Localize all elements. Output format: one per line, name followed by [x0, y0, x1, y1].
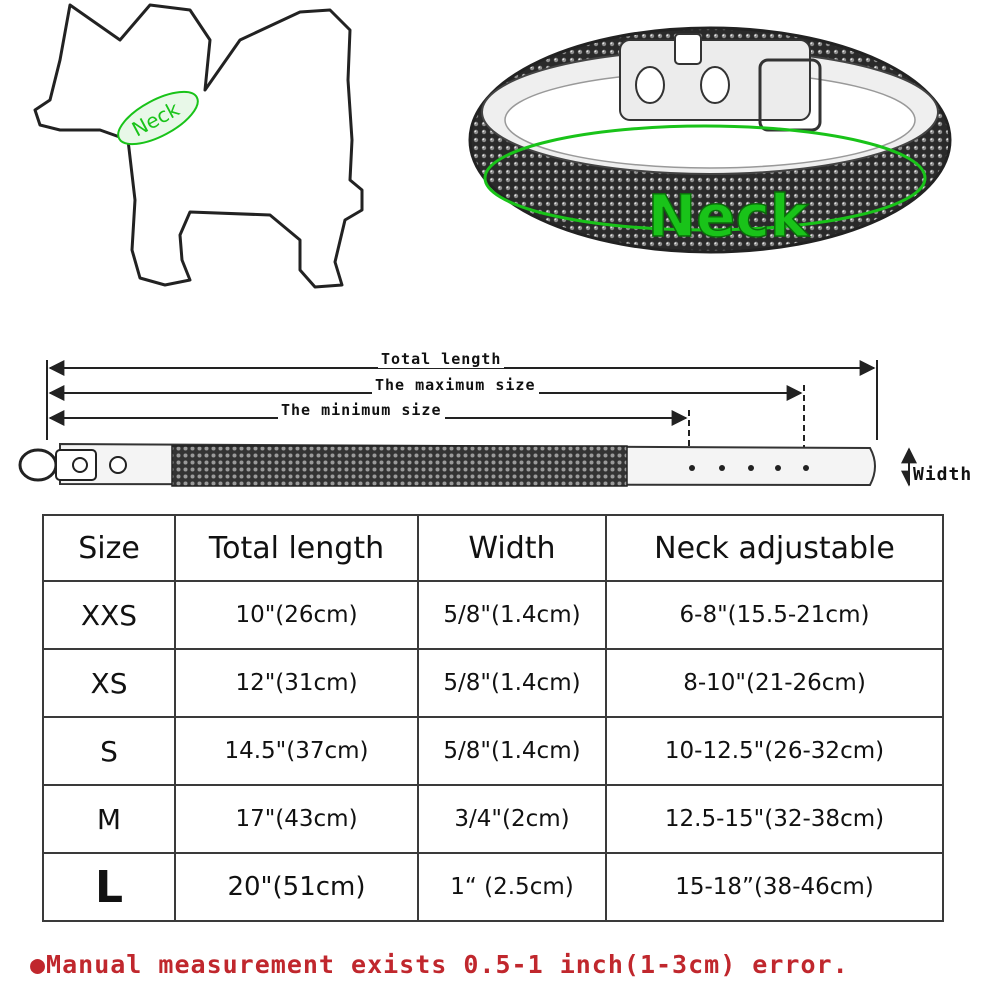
total-length-cell: 12"(31cm) — [175, 649, 418, 717]
collar-strap-icon — [20, 444, 875, 486]
collar-neck-label: Neck — [647, 182, 809, 250]
neck-cell: 6-8"(15.5-21cm) — [606, 581, 943, 649]
table-row — [43, 581, 943, 649]
header-neck-adjustable: Neck adjustable — [606, 515, 943, 581]
size-table — [42, 514, 944, 922]
total-length-cell: 10"(26cm) — [175, 581, 418, 649]
dog-silhouette-icon — [35, 5, 362, 287]
size-cell: M — [43, 785, 175, 853]
total-length-cell: 20"(51cm) — [175, 853, 418, 921]
total-length-label: Total length — [378, 350, 504, 368]
total-length-cell: 14.5"(37cm) — [175, 717, 418, 785]
size-cell: XS — [43, 649, 175, 717]
total-length-cell: 17"(43cm) — [175, 785, 418, 853]
width-cell: 5/8"(1.4cm) — [418, 717, 606, 785]
max-size-label: The maximum size — [372, 376, 539, 394]
measurement-note: ●Manual measurement exists 0.5-1 inch(1-3cm) error. — [30, 950, 849, 979]
top-illustrations — [0, 0, 1000, 330]
table-row — [43, 853, 943, 921]
dog-neck-label: Neck — [127, 96, 184, 142]
size-cell: L — [43, 853, 175, 921]
size-cell: S — [43, 717, 175, 785]
table-row — [43, 717, 943, 785]
width-cell: 5/8"(1.4cm) — [418, 649, 606, 717]
header-total-length: Total length — [175, 515, 418, 581]
table-header-row — [43, 515, 943, 581]
width-cell: 5/8"(1.4cm) — [418, 581, 606, 649]
neck-cell: 12.5-15"(32-38cm) — [606, 785, 943, 853]
table-row — [43, 649, 943, 717]
neck-cell: 10-12.5"(26-32cm) — [606, 717, 943, 785]
width-cell: 3/4"(2cm) — [418, 785, 606, 853]
size-cell: XXS — [43, 581, 175, 649]
neck-cell: 8-10"(21-26cm) — [606, 649, 943, 717]
min-size-label: The minimum size — [278, 401, 445, 419]
width-label: Width — [910, 464, 975, 485]
table-row — [43, 785, 943, 853]
header-size: Size — [43, 515, 175, 581]
width-cell: 1“ (2.5cm) — [418, 853, 606, 921]
neck-cell: 15-18”(38-46cm) — [606, 853, 943, 921]
header-width: Width — [418, 515, 606, 581]
